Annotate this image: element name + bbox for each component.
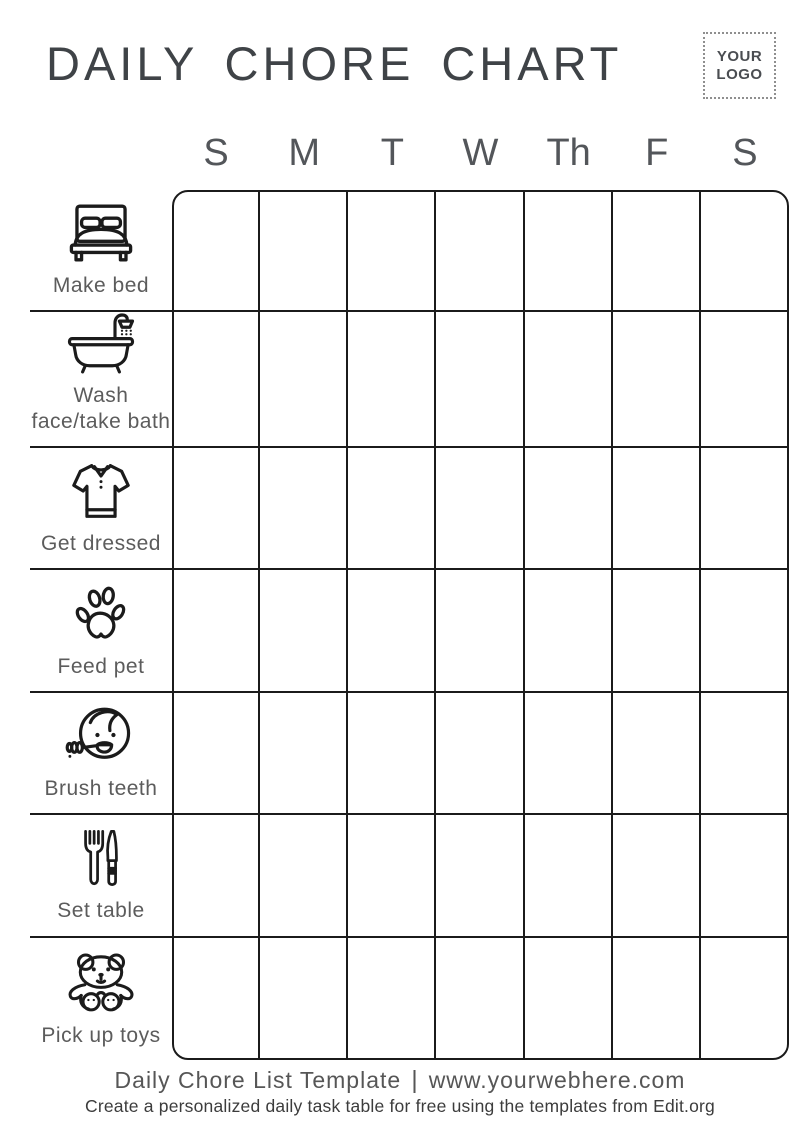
chore-cell[interactable] xyxy=(260,570,348,692)
chore-cell[interactable] xyxy=(348,312,436,447)
chore-cell[interactable] xyxy=(260,815,348,937)
day-label-5: F xyxy=(645,131,669,174)
chore-cell[interactable] xyxy=(172,815,260,937)
chore-cell[interactable] xyxy=(436,570,524,692)
brush-teeth-icon xyxy=(63,703,139,767)
chore-row-label xyxy=(30,312,172,447)
day-label-6: S xyxy=(732,131,758,174)
chore-cell[interactable] xyxy=(613,570,701,692)
day-header-row xyxy=(172,124,789,182)
day-label-4: Th xyxy=(546,131,591,174)
footer-credit-line: Create a personalized daily task table for free using the templates from Edit.org xyxy=(85,1096,715,1116)
chore-label-text: Brush teeth xyxy=(44,776,158,800)
chore-cell[interactable] xyxy=(701,312,789,447)
chore-cell[interactable] xyxy=(701,938,789,1060)
chore-cell[interactable] xyxy=(436,448,524,570)
chore-cell[interactable] xyxy=(348,448,436,570)
chore-cell[interactable] xyxy=(701,190,789,312)
chore-cell[interactable] xyxy=(525,693,613,815)
chore-cell[interactable] xyxy=(613,448,701,570)
chore-cell[interactable] xyxy=(172,938,260,1060)
chore-cell[interactable] xyxy=(260,448,348,570)
chore-cell[interactable] xyxy=(172,570,260,692)
day-label-2: T xyxy=(380,131,404,174)
chore-grid xyxy=(30,190,789,1060)
chore-label-text: Get dressed xyxy=(41,532,161,556)
page-title: DAILY CHORE CHART xyxy=(46,37,623,90)
chore-cell[interactable] xyxy=(613,938,701,1060)
chore-cell[interactable] xyxy=(436,190,524,312)
paw-icon xyxy=(72,585,130,645)
shirt-icon xyxy=(71,460,131,522)
chore-row-label xyxy=(30,570,172,692)
chore-cell[interactable] xyxy=(172,448,260,570)
chore-row-label xyxy=(30,815,172,937)
chore-cell[interactable] xyxy=(260,190,348,312)
chore-cell[interactable] xyxy=(172,312,260,447)
footer-template-name: Daily Chore List Template xyxy=(114,1067,402,1093)
chore-cell[interactable] xyxy=(701,815,789,937)
bathtub-icon xyxy=(66,312,136,374)
chore-cell[interactable] xyxy=(436,815,524,937)
chore-cell[interactable] xyxy=(348,815,436,937)
chore-cell[interactable] xyxy=(613,815,701,937)
chore-cell[interactable] xyxy=(436,938,524,1060)
footer-website: www.yourwebhere.com xyxy=(428,1067,686,1093)
chore-cell[interactable] xyxy=(436,693,524,815)
day-label-1: M xyxy=(288,131,321,174)
chore-cell[interactable] xyxy=(613,190,701,312)
chore-label-text: Pick up toys xyxy=(41,1023,161,1047)
chore-row-label xyxy=(30,448,172,570)
chore-cell[interactable] xyxy=(172,190,260,312)
chore-cell[interactable] xyxy=(260,693,348,815)
chore-cell[interactable] xyxy=(260,312,348,447)
chore-cell[interactable] xyxy=(348,570,436,692)
chore-cell[interactable] xyxy=(525,448,613,570)
chore-cell[interactable] xyxy=(701,693,789,815)
chore-label-text: Set table xyxy=(57,899,145,923)
teddy-bear-icon xyxy=(65,950,137,1014)
chore-row-label xyxy=(30,693,172,815)
chore-cell[interactable] xyxy=(613,312,701,447)
chore-label-text: Make bed xyxy=(52,274,150,298)
bed-icon xyxy=(64,202,138,264)
chore-label-text: Feed pet xyxy=(57,654,145,678)
chore-cell[interactable] xyxy=(348,693,436,815)
chore-cell[interactable] xyxy=(525,312,613,447)
chore-cell[interactable] xyxy=(172,693,260,815)
chore-cell[interactable] xyxy=(613,693,701,815)
chore-cell[interactable] xyxy=(525,570,613,692)
chore-cell[interactable] xyxy=(436,312,524,447)
chore-cell[interactable] xyxy=(348,190,436,312)
chore-cell[interactable] xyxy=(525,938,613,1060)
footer-separator: | xyxy=(411,1066,419,1094)
day-label-3: W xyxy=(462,131,499,174)
day-label-0: S xyxy=(203,131,229,174)
chore-label-text: Wash face/take bath xyxy=(31,384,171,433)
chore-cell[interactable] xyxy=(348,938,436,1060)
logo-text-line1: YOUR xyxy=(716,48,763,66)
chore-cell[interactable] xyxy=(260,938,348,1060)
chore-row-label xyxy=(30,190,172,312)
chore-cell[interactable] xyxy=(701,448,789,570)
footer-template-line xyxy=(0,1066,800,1095)
logo-text-line2: LOGO xyxy=(716,65,763,83)
chore-cell[interactable] xyxy=(525,815,613,937)
logo-placeholder[interactable] xyxy=(703,32,776,99)
cutlery-icon xyxy=(77,827,125,889)
chore-row-label xyxy=(30,938,172,1060)
chore-cell[interactable] xyxy=(701,570,789,692)
chore-cell[interactable] xyxy=(525,190,613,312)
